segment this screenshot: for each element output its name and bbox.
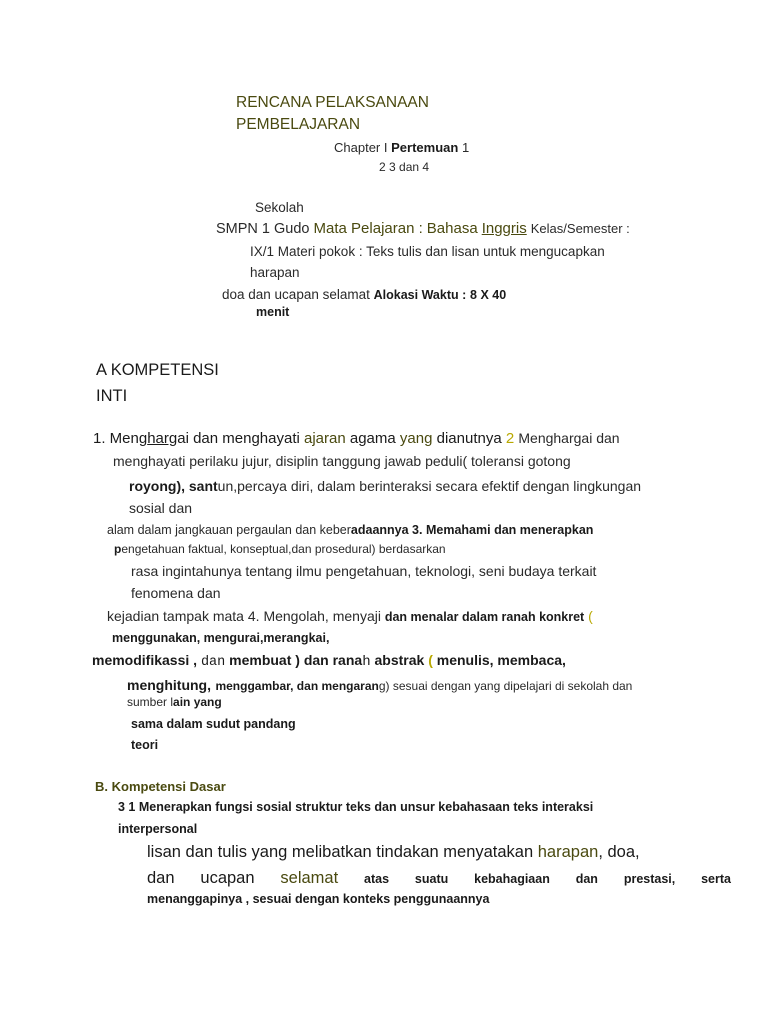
alokasi-value: 8 X 40: [470, 288, 507, 302]
kelas-label: Kelas/Semester :: [530, 221, 630, 236]
kd-line-4: [147, 869, 731, 888]
ki3-line2c: faktual, konseptual,dan prosedural) berdasarkan: [188, 542, 446, 556]
ki-line-13: [127, 696, 222, 710]
section-b-heading: [95, 780, 226, 795]
kd-line4f: kebahagiaan: [474, 872, 550, 886]
sekolah-value: SMPN 1 Gudo: [216, 221, 310, 237]
section-b-letter: B.: [95, 779, 108, 794]
identity-line-2: [250, 244, 605, 260]
ki4-line5a: sumber l: [127, 695, 174, 709]
ki-line-7: rasa ingintahunya tentang ilmu pengetahuan, teknologi, seni budaya terkait: [131, 563, 597, 579]
kd-line4d: atas: [364, 872, 390, 886]
ki1-harg: harg: [147, 430, 178, 447]
harapan-text: harapan: [250, 265, 300, 280]
ki-line-10: menggunakan, mengurai,merangkai,: [112, 631, 330, 645]
ki1-number: 1. Meng: [93, 430, 148, 447]
ki2-line2b: tanggung jawab: [322, 453, 422, 469]
chapter-prefix: Chapter I: [334, 140, 388, 155]
ki-line-5: [107, 523, 593, 537]
section-a-title: KOMPETENSI: [110, 361, 219, 379]
ki4-line3i: menulis, membaca,: [436, 652, 566, 668]
ki2-line3b: un,percaya diri, dalam berinteraksi secara efektif dengan lingkungan: [217, 478, 642, 494]
ki2-number: 2: [505, 430, 515, 447]
ki-line-2: [113, 453, 571, 469]
materi-pokok: Materi pokok : Teks tulis dan lisan untuk mengucapkan: [277, 244, 605, 259]
kd-line-1: [118, 800, 593, 814]
ki2-line2d: gotong: [527, 453, 571, 469]
pertemuan-label: Pertemuan: [391, 140, 459, 155]
section-a-title-2: INTI: [96, 387, 128, 405]
ki4-line3a: memodifikassi ,: [92, 652, 198, 668]
ki4-line3d: ): [295, 652, 300, 668]
ki-line-15: teori: [131, 738, 159, 752]
ki-line-1: [93, 430, 620, 447]
ki-line-11: [92, 652, 566, 671]
kd-line4h: prestasi,: [623, 872, 676, 886]
ki4-paren: (: [588, 608, 593, 624]
kd-line5b: sesuai dengan konteks penggunaannya: [252, 892, 490, 906]
chapter-number: 1: [461, 140, 470, 155]
ki4-line4a: menghitung,: [127, 677, 211, 693]
kd-number: 3 1: [118, 800, 136, 814]
kd-line4e: suatu: [414, 872, 449, 886]
ki2-line2c: peduli( toleransi: [425, 453, 524, 469]
ki2-line2a: menghayati perilaku jujur, disiplin: [113, 453, 319, 469]
ki3-line5: kejadian tampak mata: [107, 608, 244, 624]
chapter-line-2: 2 3 dan 4: [379, 160, 430, 174]
section-a-heading: [96, 361, 219, 380]
ki-line-3: [129, 478, 641, 494]
kd-line4g: dan: [575, 872, 598, 886]
kd-line3c: , doa,: [598, 843, 640, 861]
section-a-letter: A: [96, 361, 107, 379]
kd-line-2: interpersonal: [118, 822, 198, 836]
ki4-text-b: dan menalar dalam ranah konkret: [384, 610, 585, 624]
ki2-line5a: alam dalam jangkauan pergaulan dan keber: [107, 523, 351, 537]
menit-text: menit: [256, 305, 290, 319]
ki4-line3b: dan: [200, 655, 226, 670]
ki2-text: Menghargai dan: [518, 430, 620, 446]
ki1-ajaran: ajaran: [304, 430, 346, 447]
kd-text-a: Menerapkan fungsi sosial: [138, 800, 292, 814]
identity-line-1: [216, 220, 630, 238]
ki-line-14: sama dalam sudut pandang: [131, 717, 296, 731]
kd-line5a: menanggapinya ,: [147, 892, 250, 906]
ki1-dianut: dianutnya: [436, 430, 502, 447]
kd-line-3: [147, 843, 640, 862]
ki3-text: Memahami dan menerapkan: [425, 523, 594, 537]
ki2-line3a: royong), sant: [129, 478, 218, 494]
ki4-line4b: menggambar, dan mengaran: [215, 679, 379, 693]
chapter-line: [334, 141, 469, 156]
kd-line-5: [147, 892, 489, 906]
kd-line4b: ucapan: [200, 869, 255, 887]
ki4-line3e: dan rana: [303, 652, 363, 668]
ki4-line4c: g) sesuai dengan yang dipelajari di sekolah dan: [378, 679, 633, 693]
ki4-line3f: h: [362, 654, 371, 670]
kelas-value: IX/1: [250, 244, 275, 259]
kd-text-c: dan unsur kebahasaan teks interaksi: [374, 800, 594, 814]
ki3-line2a: p: [114, 542, 122, 556]
ki1-agama: agama: [349, 430, 396, 447]
ki1-rest: ai dan menghayati: [177, 430, 300, 447]
identity-line-4: [222, 287, 506, 303]
doa-text: doa dan ucapan selamat: [222, 287, 370, 302]
ki-line-4: sosial dan: [129, 500, 193, 516]
ki2-line5b: adaannya 3.: [350, 523, 423, 537]
sekolah-label: Sekolah: [255, 200, 304, 215]
section-b-title: Kompetensi Dasar: [111, 779, 226, 794]
ki4-line3h: (: [428, 652, 433, 668]
ki1-yang: yang: [399, 430, 433, 447]
ki4-line5b: ain yang: [173, 695, 222, 709]
kd-line4c: selamat: [280, 869, 339, 887]
mapel-value-2: Inggris: [481, 220, 527, 237]
ki3-line2b: engetahuan: [121, 542, 185, 556]
ki-line-6: [114, 543, 446, 557]
doc-title-line-1: RENCANA PELAKSANAAN: [236, 94, 429, 111]
kd-line3a: lisan dan tulis yang melibatkan tindakan menyatakan: [147, 843, 534, 861]
kd-text-b: struktur teks: [295, 800, 371, 814]
ki-line-12: [127, 677, 632, 695]
ki-line-8: fenomena dan: [131, 585, 221, 601]
doc-title-line-2: PEMBELAJARAN: [236, 116, 361, 133]
ki-line-9: [107, 608, 593, 624]
mapel-label: Mata Pelajaran :: [313, 220, 423, 237]
kd-line4a: dan: [147, 869, 175, 887]
alokasi-label: Alokasi Waktu :: [373, 288, 467, 302]
kd-line3b: harapan: [537, 843, 599, 861]
ki4-line3g: abstrak: [374, 652, 425, 668]
kd-line4i: serta: [701, 872, 731, 886]
ki4-number: 4.: [247, 608, 260, 624]
ki4-text-a: Mengolah, menyaji: [263, 608, 381, 624]
ki4-line3c: membuat: [229, 652, 292, 668]
mapel-value-1: Bahasa: [426, 220, 478, 237]
